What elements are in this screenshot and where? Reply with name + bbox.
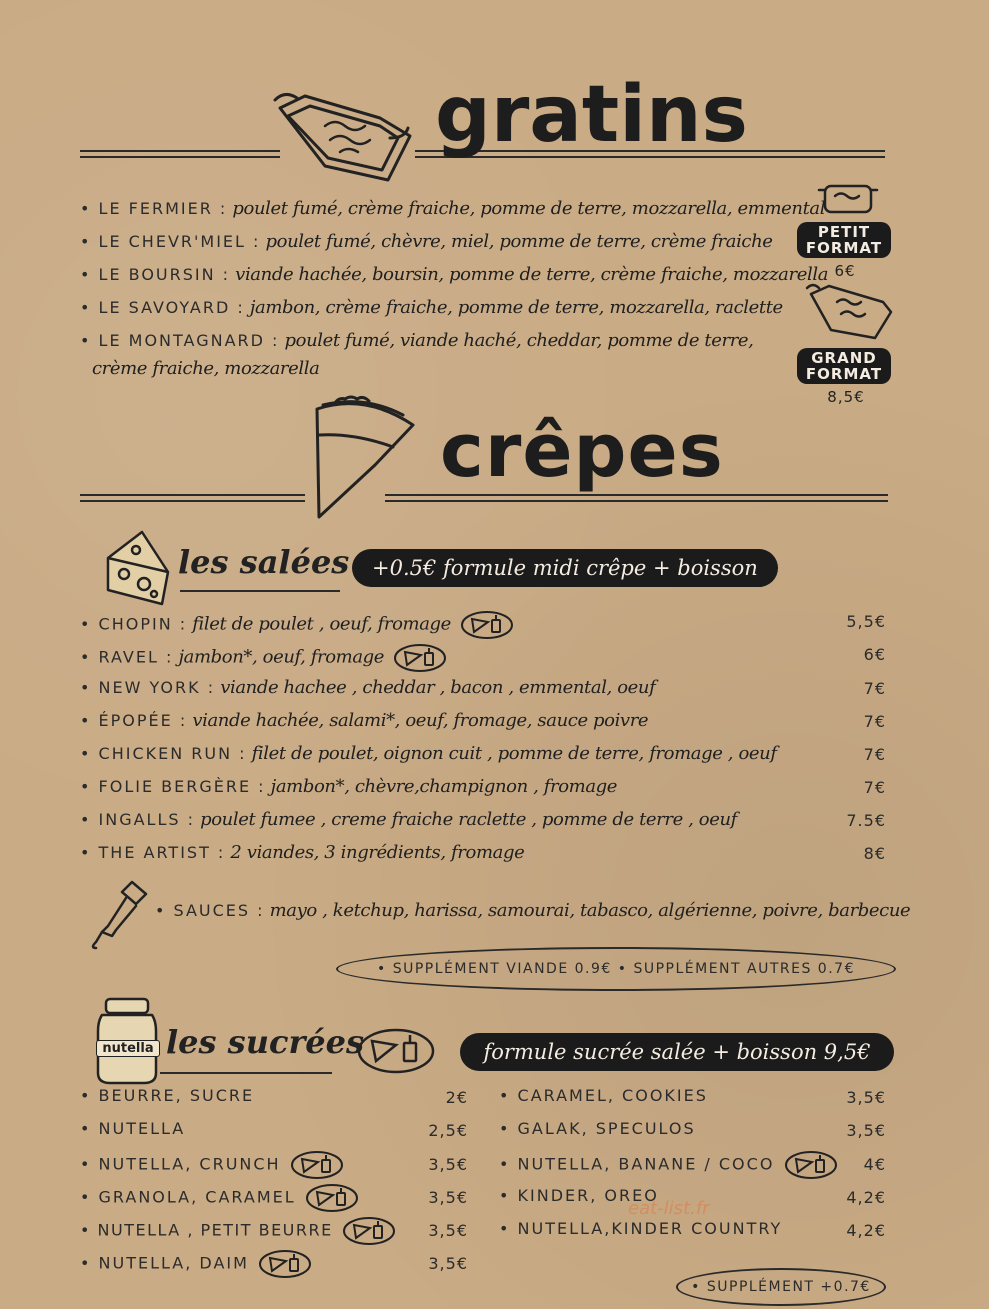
item-price: 8€ [863, 844, 886, 863]
item-desc: poulet fumé, chèvre, miel, pomme de terre, crème fraiche [265, 231, 773, 252]
item-name: • LE CHEVR'MIEL : [80, 232, 261, 251]
crepe-drink-combo-icon [393, 643, 447, 673]
item-desc: viande hachée, salami*, oeuf, fromage, sauce poivre [192, 710, 649, 731]
item-name: • NUTELLA [80, 1119, 186, 1138]
item-name: • CARAMEL, COOKIES [499, 1086, 708, 1105]
item-price: 7€ [863, 712, 886, 731]
item-price: 5,5€ [846, 612, 886, 631]
item-price: 3,5€ [428, 1254, 468, 1273]
item-name: • KINDER, OREO [499, 1186, 659, 1205]
sucrees-title: les sucrées [166, 1023, 365, 1061]
item-name: • NUTELLA, CRUNCH [80, 1154, 281, 1174]
supplement-salees-oval: • SUPPLÉMENT VIANDE 0.9€ • SUPPLÉMENT AUTRES 0.7€ [336, 947, 896, 991]
item-name: • BEURRE, SUCRE [80, 1086, 255, 1105]
sauces-line [155, 900, 910, 921]
list-item [499, 1150, 838, 1180]
salees-underline [180, 590, 340, 592]
crepe-drink-combo-icon [258, 1249, 312, 1279]
item-price: 7€ [863, 679, 886, 698]
item-name: • CHICKEN RUN : [80, 744, 247, 763]
item-name: • LE FERMIER : [80, 199, 228, 218]
sucrees-underline [160, 1072, 332, 1074]
item-name: • NUTELLA, DAIM [80, 1253, 249, 1273]
item-name: • NUTELLA,KINDER COUNTRY [499, 1219, 783, 1238]
crepe-drink-combo-icon [290, 1150, 344, 1180]
item-price: 7€ [863, 745, 886, 764]
item-name: • NUTELLA, BANANE / COCO [499, 1154, 775, 1174]
item-name: • THE ARTIST : [80, 843, 226, 862]
list-item [80, 842, 524, 863]
list-item [80, 1183, 359, 1213]
cheese-icon [102, 528, 174, 610]
gratins-title: gratins [435, 70, 748, 160]
watermark: eat-list.fr [628, 1198, 710, 1219]
gratins-rule-left [80, 150, 280, 158]
list-item [80, 743, 777, 764]
list-item [80, 809, 737, 830]
grand-price: 8,5€ [827, 388, 865, 406]
item-desc: filet de poulet, oignon cuit , pomme de terre, fromage , oeuf [251, 743, 777, 764]
item-desc: viande hachée, boursin, pomme de terre, crème fraiche, mozzarella [235, 264, 829, 285]
list-item [80, 264, 828, 285]
item-price: 2€ [445, 1088, 468, 1107]
sauce-bottle-icon [86, 876, 152, 952]
grand-label-1: GRAND [811, 349, 877, 367]
item-price: 7.5€ [846, 811, 886, 830]
item-name: • NEW YORK : [80, 678, 216, 697]
grand-label-2: FORMAT [805, 365, 883, 383]
item-price: 3,5€ [428, 1155, 468, 1174]
item-desc: jambon, crème fraiche, pomme de terre, mozzarella, raclette [249, 297, 783, 318]
list-item [80, 1249, 312, 1279]
petit-label-1: PETIT [817, 223, 871, 241]
list-item [80, 1086, 254, 1105]
item-name: • ÉPOPÉE : [80, 711, 188, 730]
item-price: 3,5€ [846, 1121, 886, 1140]
list-item [499, 1086, 708, 1105]
petit-price: 6€ [834, 262, 856, 280]
list-item [80, 198, 825, 219]
item-price: 6€ [863, 645, 886, 664]
sauces-label: • SAUCES : [155, 901, 265, 920]
item-name: • RAVEL : [80, 647, 174, 667]
item-desc: poulet fumee , creme fraiche raclette , pomme de terre , oeuf [200, 809, 737, 830]
item-price: 4,2€ [846, 1188, 886, 1207]
crepe-icon [305, 395, 420, 525]
crepe-drink-combo-icon [305, 1183, 359, 1213]
gratin-dish-icon [270, 88, 420, 188]
salees-title: les salées [178, 543, 350, 581]
item-desc: crème fraiche, mozzarella [92, 358, 320, 379]
item-desc: filet de poulet , oeuf, fromage [192, 613, 451, 635]
grand-format-badge [797, 348, 891, 384]
crepes-rule-left [80, 494, 305, 502]
large-dish-icon [803, 280, 895, 344]
list-item [499, 1219, 782, 1238]
item-name: • GRANOLA, CARAMEL [80, 1187, 296, 1207]
item-name: • INGALLS : [80, 810, 196, 829]
list-item [80, 330, 754, 351]
crepes-rule-right [385, 494, 888, 502]
list-item [80, 1216, 396, 1246]
item-desc: poulet fumé, crème fraiche, pomme de terre, mozzarella, emmental [232, 198, 826, 219]
crepe-drink-combo-icon [356, 1027, 436, 1075]
list-item [80, 643, 447, 673]
item-price: 4€ [863, 1155, 886, 1174]
item-price: 3,5€ [428, 1188, 468, 1207]
item-name: • FOLIE BERGÈRE : [80, 777, 266, 796]
item-price: 3,5€ [428, 1221, 468, 1240]
list-item [80, 776, 617, 797]
list-item [80, 710, 648, 731]
item-price: 2,5€ [428, 1121, 468, 1140]
item-name: • LE SAVOYARD : [80, 298, 245, 317]
list-item [80, 1119, 185, 1138]
crepe-drink-combo-icon [342, 1216, 396, 1246]
list-item [80, 677, 655, 698]
item-desc: jambon*, oeuf, fromage [178, 646, 385, 668]
item-price: 4,2€ [846, 1221, 886, 1240]
item-desc: viande hachee , cheddar , bacon , emmental, oeuf [220, 677, 656, 698]
small-dish-icon [815, 178, 881, 218]
list-item [80, 231, 773, 252]
item-name: • GALAK, SPECULOS [499, 1119, 696, 1138]
item-price: 7€ [863, 778, 886, 797]
petit-format-badge [797, 222, 891, 258]
supplement-sucrees-oval: • SUPPLÉMENT +0.7€ [676, 1268, 886, 1306]
item-name: • LE BOURSIN : [80, 265, 231, 284]
item-price: 3,5€ [846, 1088, 886, 1107]
item-desc: poulet fumé, viande haché, cheddar, pomme de terre, [284, 330, 754, 351]
formule-midi-pill: +0.5€ formule midi crêpe + boisson [352, 549, 778, 587]
crepe-drink-combo-icon [460, 610, 514, 640]
item-desc: 2 viandes, 3 ingrédients, fromage [230, 842, 525, 863]
list-item [499, 1119, 696, 1138]
crepes-title: crêpes [440, 408, 724, 494]
list-item-continued [92, 358, 319, 379]
jar-label: nutella [96, 1040, 160, 1057]
list-item [80, 297, 783, 318]
item-desc: jambon*, chèvre,champignon , fromage [270, 776, 618, 797]
sauces-desc: mayo , ketchup, harissa, samourai, tabasco, algérienne, poivre, barbecue [269, 900, 911, 921]
petit-label-2: FORMAT [805, 239, 883, 257]
item-name: • NUTELLA , PETIT BEURRE [80, 1220, 333, 1240]
list-item [80, 1150, 344, 1180]
formule-sucree-pill: formule sucrée salée + boisson 9,5€ [460, 1033, 894, 1071]
item-name: • CHOPIN : [80, 614, 188, 634]
item-name: • LE MONTAGNARD : [80, 331, 280, 350]
list-item [80, 610, 514, 640]
